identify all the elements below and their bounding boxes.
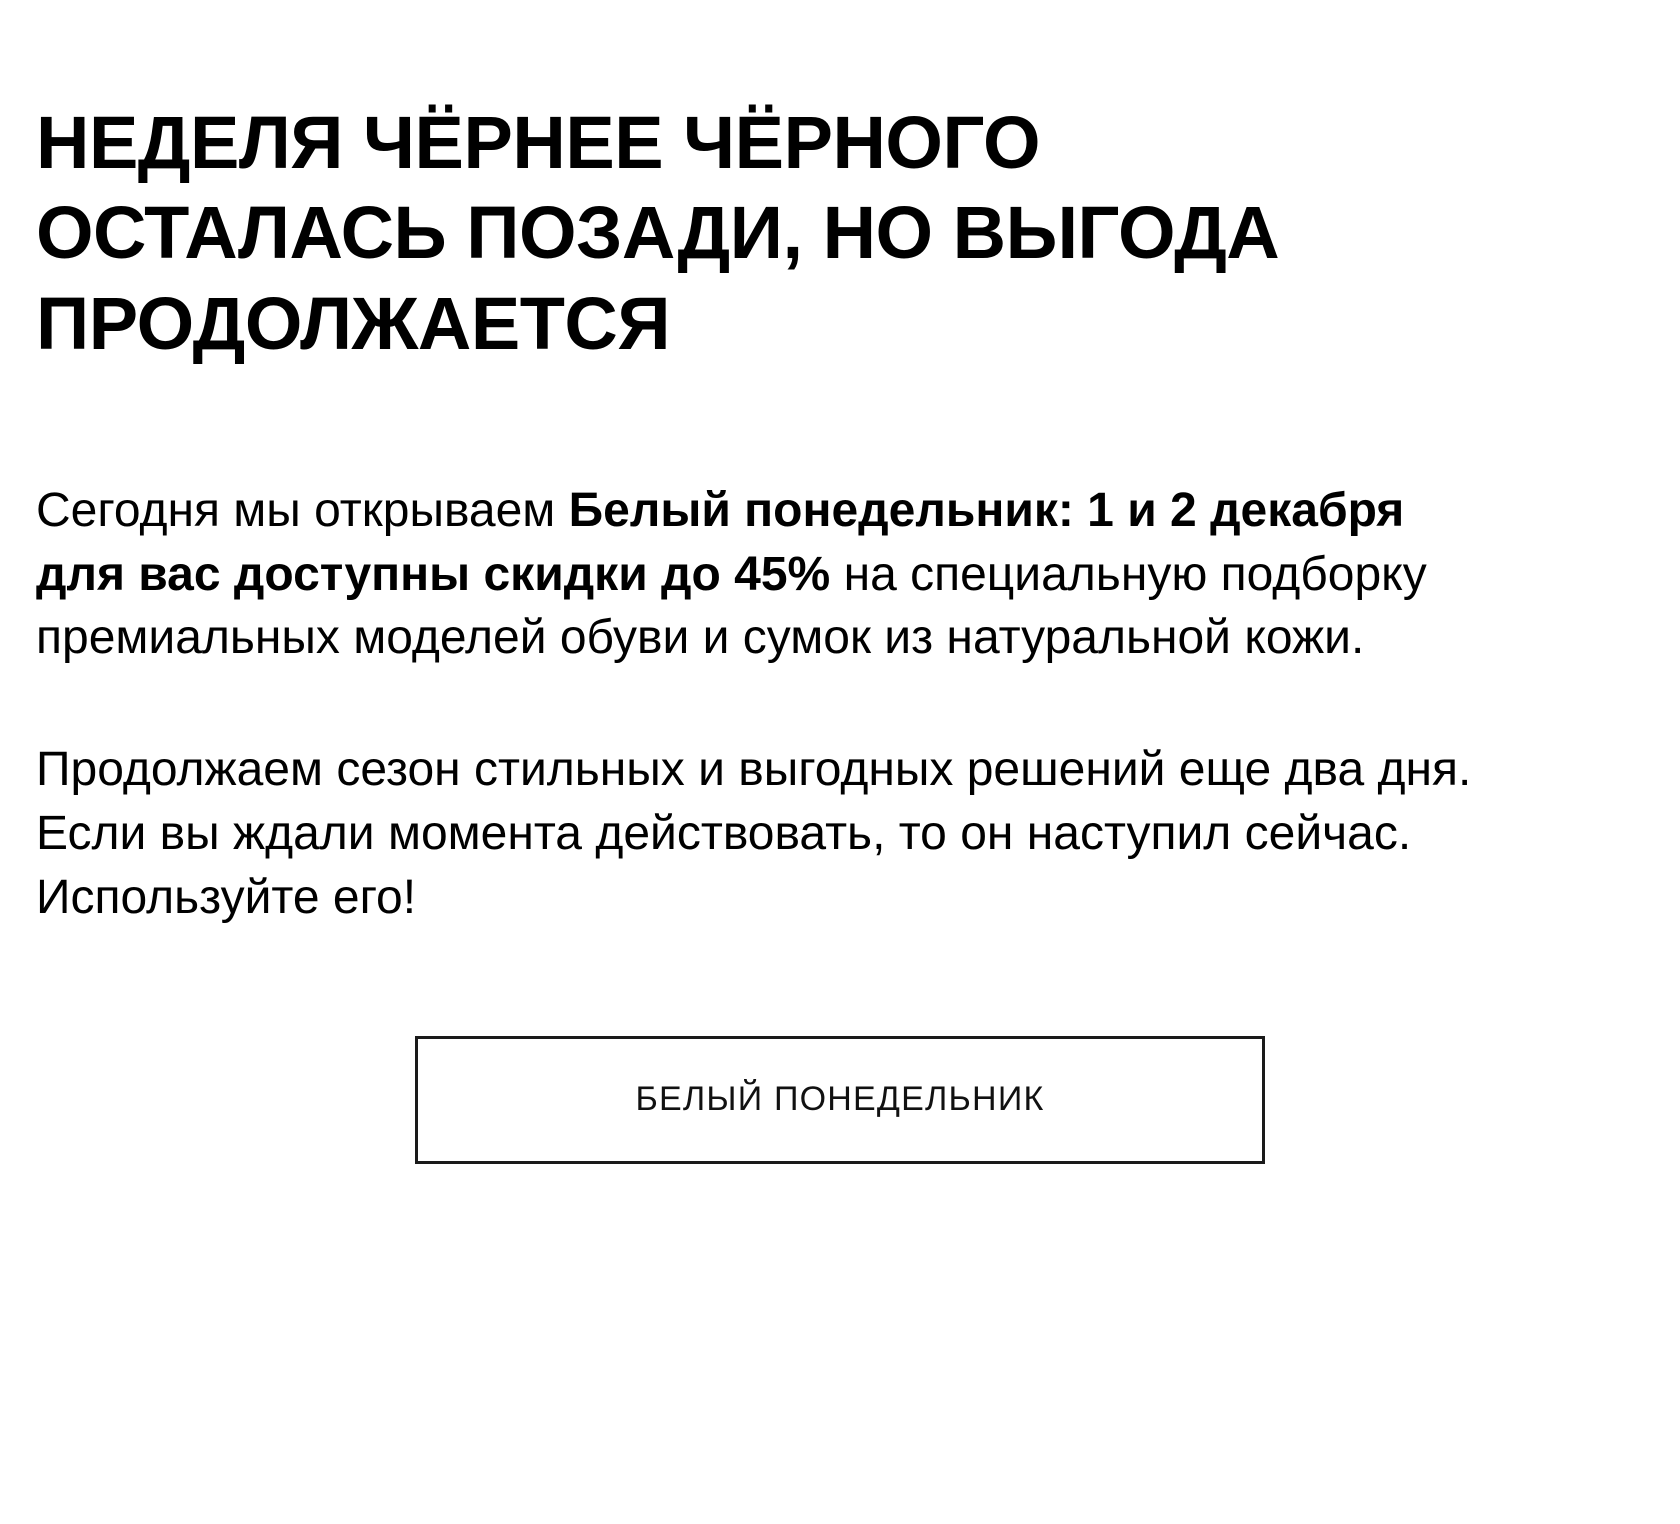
paragraph-tail-text: на специальную подборку премиальных моделей обуви и сумок из натуральной кожи. <box>36 547 1427 665</box>
page-title: НЕДЕЛЯ ЧЁРНЕЕ ЧЁРНОГО ОСТАЛАСЬ ПОЗАДИ, НО ВЫГОДА ПРОДОЛЖАЕТСЯ <box>36 101 1280 365</box>
promo-paragraph-primary <box>36 369 1476 670</box>
promo-paragraph-secondary: Продолжаем сезон стильных и выгодных решений еще два дня. Если вы ждали момента действовать, то он наступил сейчас. Используйте его! <box>36 743 1472 924</box>
paragraph-highlight-text: Белый понедельник: 1 и 2 декабря для вас доступны скидки до 45% <box>36 483 1405 601</box>
paragraph-lead-text: Сегодня мы открываем <box>36 483 569 537</box>
white-monday-cta-button[interactable]: БЕЛЫЙ ПОНЕДЕЛЬНИК <box>415 1036 1265 1164</box>
cta-container <box>36 930 1644 1164</box>
